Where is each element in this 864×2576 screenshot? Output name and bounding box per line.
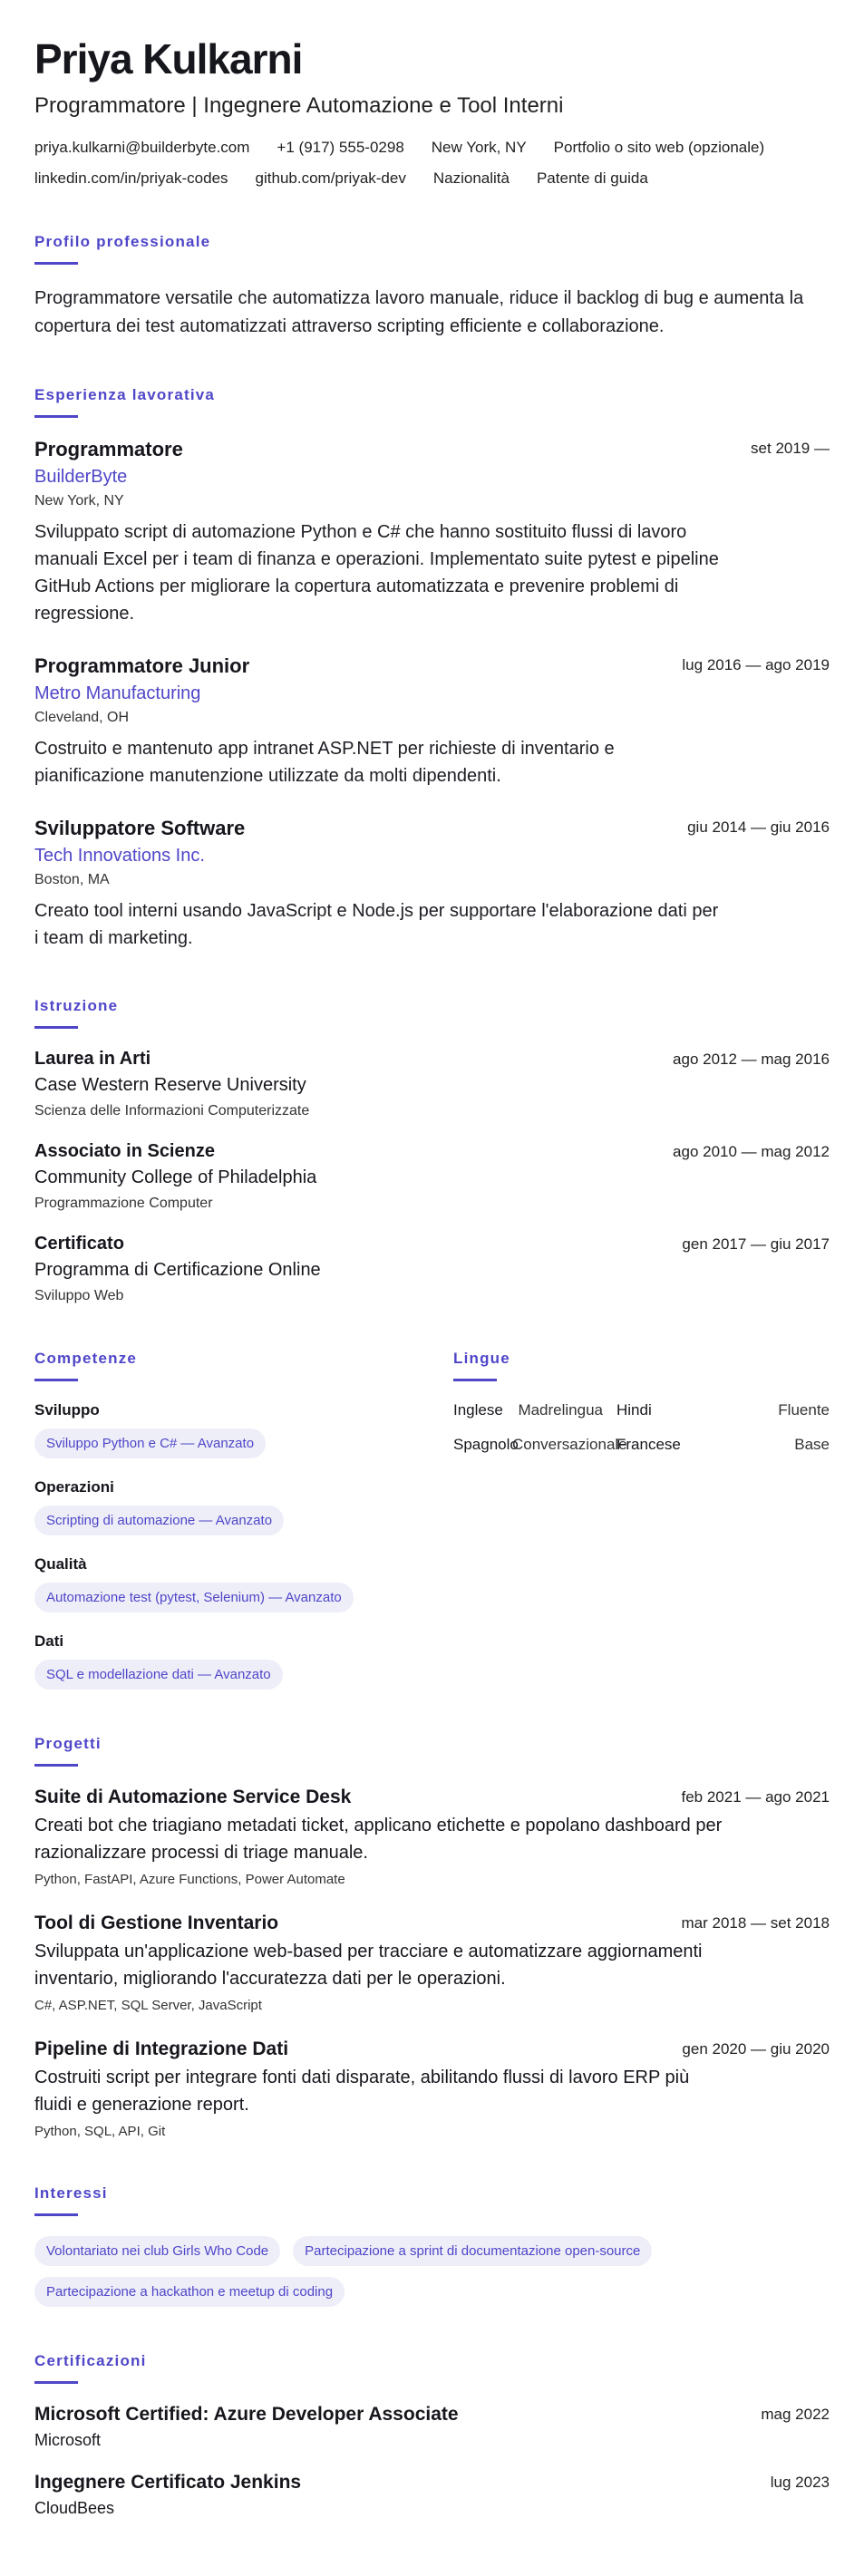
contact-nationality: Nazionalità [432, 169, 510, 187]
experience-description: Sviluppato script di automazione Python e C# che hanno sostituito flussi di lavoro manuali Excel per i team di finanza e operazioni. Implementato suite pytest e pipeline GitHub Actions per migliorare la copertura automatizzata e prevenire problemi di regressione. [34, 521, 719, 624]
skill-tag: SQL e modellazione dati — Avanzato [34, 1660, 283, 1690]
project-description: Sviluppata un'applicazione web-based per tracciare e automatizzare aggiornamenti inventario, migliorando l'accuratezza dati per le operazioni. [34, 1941, 703, 1989]
certifications-list [34, 2404, 830, 2518]
experience-description: Costruito e mantenuto app intranet ASP.NET per richieste di inventario e pianificazione manutenzione utilizzate da molti dipendenti. [34, 738, 615, 786]
contact-driving-license: Patente di guida [536, 169, 648, 187]
project-dates: mar 2018 — set 2018 [681, 1913, 830, 1932]
contact-email[interactable]: priya.kulkarni@builderbyte.com [34, 138, 250, 156]
experience-entry [34, 817, 830, 952]
resume-header [34, 36, 830, 188]
experience-company: Tech Innovations Inc. [34, 845, 205, 866]
section-title: Interessi [34, 2184, 108, 2202]
language-name: Spagnolo [453, 1435, 519, 1453]
summary-section [34, 233, 830, 341]
languages-column [453, 1350, 830, 1690]
interests-list [34, 2236, 742, 2307]
project-description: Costruiti script per integrare fonti dati disparate, abilitando flussi di lavoro ERP più fluidi e generazione report. [34, 2067, 690, 2115]
interest-tag: Partecipazione a sprint di documentazione open-source [293, 2236, 652, 2266]
language-name: Hindi [616, 1400, 652, 1419]
project-entry [34, 1787, 830, 1887]
skill-tag: Sviluppo Python e C# — Avanzato [34, 1428, 266, 1458]
skill-tag: Automazione test (pytest, Selenium) — Avanzato [34, 1583, 354, 1612]
education-school: Case Western Reserve University [34, 1074, 306, 1095]
experience-role: Programmatore Junior [34, 654, 250, 677]
language-row [453, 1436, 830, 1454]
candidate-headline: Programmatore | Ingegnere Automazione e Tool Interni [34, 92, 564, 118]
project-dates: feb 2021 — ago 2021 [681, 1787, 830, 1806]
certifications-section [34, 2352, 830, 2518]
experience-location: New York, NY [34, 492, 124, 508]
interest-tag: Partecipazione a hackathon e meetup di coding [34, 2277, 345, 2307]
education-school: Community College of Philadelphia [34, 1167, 317, 1187]
skill-category: Qualità [34, 1554, 87, 1573]
contact-linkedin[interactable]: linkedin.com/in/priyak-codes [34, 169, 228, 187]
education-dates: ago 2012 — mag 2016 [673, 1050, 830, 1068]
certification-issuer: Microsoft [34, 2430, 102, 2449]
project-tech: C#, ASP.NET, SQL Server, JavaScript [34, 1997, 262, 2013]
skill-group [34, 1478, 453, 1535]
project-name: Suite di Automazione Service Desk [34, 1786, 352, 1807]
experience-section [34, 386, 830, 952]
contact-portfolio[interactable]: Portfolio o sito web (opzionale) [553, 138, 765, 156]
section-title: Progetti [34, 1734, 102, 1752]
project-entry [34, 2039, 830, 2139]
education-field: Sviluppo Web [34, 1287, 124, 1303]
project-dates: gen 2020 — giu 2020 [682, 2039, 830, 2058]
education-section [34, 997, 830, 1304]
experience-company: BuilderByte [34, 466, 128, 487]
projects-section [34, 1735, 830, 2139]
skill-category: Dati [34, 1632, 64, 1650]
experience-entry [34, 654, 830, 789]
project-entry [34, 1913, 830, 2013]
certification-name: Microsoft Certified: Azure Developer Associate [34, 2403, 459, 2425]
section-divider [34, 1764, 78, 1767]
section-title: Lingue [453, 1349, 510, 1367]
experience-dates: set 2019 — [751, 439, 830, 457]
section-title: Esperienza lavorativa [34, 385, 216, 403]
language-name: Inglese [453, 1400, 503, 1419]
section-divider [34, 262, 78, 265]
section-title: Competenze [34, 1349, 138, 1367]
education-entry [34, 1234, 830, 1304]
project-tech: Python, SQL, API, Git [34, 2123, 166, 2139]
section-divider [453, 1379, 497, 1381]
education-dates: gen 2017 — giu 2017 [682, 1235, 830, 1253]
skills-column [34, 1350, 453, 1690]
contact-location: New York, NY [431, 138, 527, 156]
experience-entry [34, 438, 830, 627]
experience-dates: giu 2014 — giu 2016 [687, 818, 830, 836]
skills-languages-section [34, 1350, 830, 1690]
section-title: Istruzione [34, 996, 119, 1014]
section-title: Profilo professionale [34, 232, 211, 250]
experience-description: Creato tool interni usando JavaScript e Node.js per supportare l'elaborazione dati per i team di marketing. [34, 900, 719, 948]
candidate-name: Priya Kulkarni [34, 35, 303, 82]
education-school: Programma di Certificazione Online [34, 1259, 321, 1280]
skill-group [34, 1632, 453, 1690]
section-divider [34, 1379, 78, 1381]
education-field: Programmazione Computer [34, 1195, 213, 1211]
projects-list [34, 1787, 830, 2139]
section-divider [34, 2213, 78, 2216]
language-level: Conversazionale [512, 1435, 627, 1453]
language-level: Fluente [778, 1400, 830, 1419]
education-degree: Associato in Scienze [34, 1140, 215, 1161]
education-dates: ago 2010 — mag 2012 [673, 1142, 830, 1160]
language-level: Madrelingua [518, 1400, 603, 1419]
project-description: Creati bot che triagiano metadati ticket, applicano etichette e popolano dashboard per razionalizzare processi di triage manuale. [34, 1815, 723, 1863]
education-degree: Certificato [34, 1233, 124, 1254]
skill-group [34, 1401, 453, 1458]
language-name: Francese [616, 1435, 681, 1453]
section-title: Certificazioni [34, 2351, 147, 2369]
certification-entry [34, 2404, 830, 2450]
skill-group [34, 1555, 453, 1612]
experience-location: Boston, MA [34, 871, 110, 887]
experience-role: Sviluppatore Software [34, 816, 246, 839]
education-entry [34, 1141, 830, 1212]
contact-list [34, 139, 830, 188]
education-entry [34, 1049, 830, 1119]
certification-name: Ingegnere Certificato Jenkins [34, 2471, 302, 2493]
section-divider [34, 1026, 78, 1029]
certification-entry [34, 2472, 830, 2518]
interests-section [34, 2184, 830, 2307]
project-name: Pipeline di Integrazione Dati [34, 2038, 289, 2059]
experience-company: Metro Manufacturing [34, 683, 201, 703]
language-level: Base [794, 1435, 830, 1453]
skill-tag: Scripting di automazione — Avanzato [34, 1506, 284, 1535]
language-row [453, 1401, 830, 1419]
certification-date: mag 2022 [761, 2405, 830, 2423]
project-tech: Python, FastAPI, Azure Functions, Power Automate [34, 1871, 345, 1887]
experience-list [34, 438, 830, 952]
education-list [34, 1049, 830, 1304]
contact-phone[interactable]: +1 (917) 555-0298 [277, 138, 404, 156]
experience-role: Programmatore [34, 437, 183, 460]
experience-dates: lug 2016 — ago 2019 [682, 655, 830, 673]
skill-category: Operazioni [34, 1477, 114, 1496]
interest-tag: Volontariato nei club Girls Who Code [34, 2236, 280, 2266]
education-degree: Laurea in Arti [34, 1048, 151, 1069]
certification-date: lug 2023 [770, 2473, 830, 2491]
contact-github[interactable]: github.com/priyak-dev [255, 169, 406, 187]
experience-location: Cleveland, OH [34, 709, 130, 725]
education-field: Scienza delle Informazioni Computerizzate [34, 1102, 310, 1119]
skill-category: Sviluppo [34, 1400, 100, 1419]
summary-text: Programmatore versatile che automatizza lavoro manuale, riduce il backlog di bug e aumenta la copertura dei test automatizzati attraverso scripting efficiente e collaborazione. [34, 287, 804, 336]
section-divider [34, 415, 78, 418]
certification-issuer: CloudBees [34, 2498, 115, 2517]
project-name: Tool di Gestione Inventario [34, 1912, 279, 1933]
section-divider [34, 2381, 78, 2384]
